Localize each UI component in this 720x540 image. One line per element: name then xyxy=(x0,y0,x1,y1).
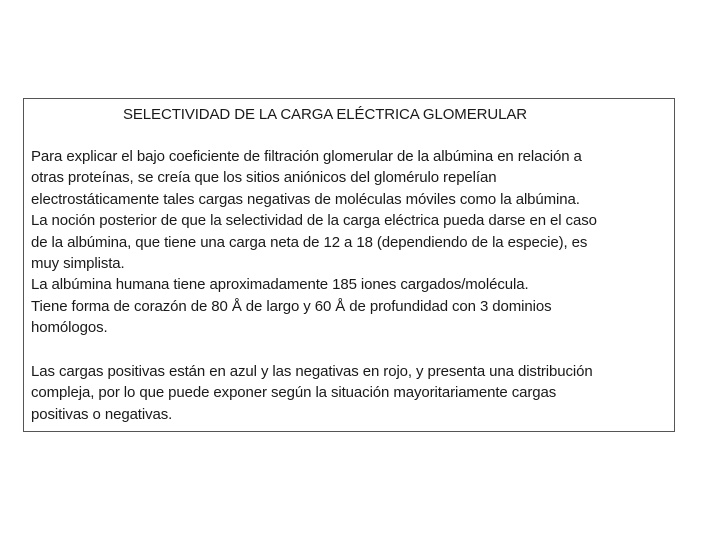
paragraph-line: La albúmina humana tiene aproximadamente 185 iones cargados/molécula. xyxy=(31,276,529,294)
paragraph-line: otras proteínas, se creía que los sitios aniónicos del glomérulo repelían xyxy=(31,169,497,187)
paragraph-line: compleja, por lo que puede exponer según la situación mayoritariamente cargas xyxy=(31,384,557,402)
paragraph-line: Tiene forma de corazón de 80 Å de largo y 60 Å de profundidad con 3 dominios xyxy=(31,297,552,315)
paragraph-line: electrostáticamente tales cargas negativas de moléculas móviles como la albúmina. xyxy=(31,190,580,208)
paragraph-1 xyxy=(31,146,597,339)
paragraph-2 xyxy=(31,361,593,425)
paragraph-line: La noción posterior de que la selectividad de la carga eléctrica pueda darse en el caso xyxy=(31,212,597,230)
box-title: SELECTIVIDAD DE LA CARGA ELÉCTRICA GLOMERULAR xyxy=(123,106,527,123)
paragraph-line: de la albúmina, que tiene una carga neta de 12 a 18 (dependiendo de la especie), es xyxy=(31,233,588,251)
paragraph-line: muy simplista. xyxy=(31,255,125,273)
paragraph-line: homólogos. xyxy=(31,319,108,337)
paragraph-line: Las cargas positivas están en azul y las negativas en rojo, y presenta una distribución xyxy=(31,363,593,380)
text-box xyxy=(23,98,675,432)
paragraph-line: Para explicar el bajo coeficiente de filtración glomerular de la albúmina en relación a xyxy=(31,148,582,165)
paragraph-line: positivas o negativas. xyxy=(31,405,173,423)
